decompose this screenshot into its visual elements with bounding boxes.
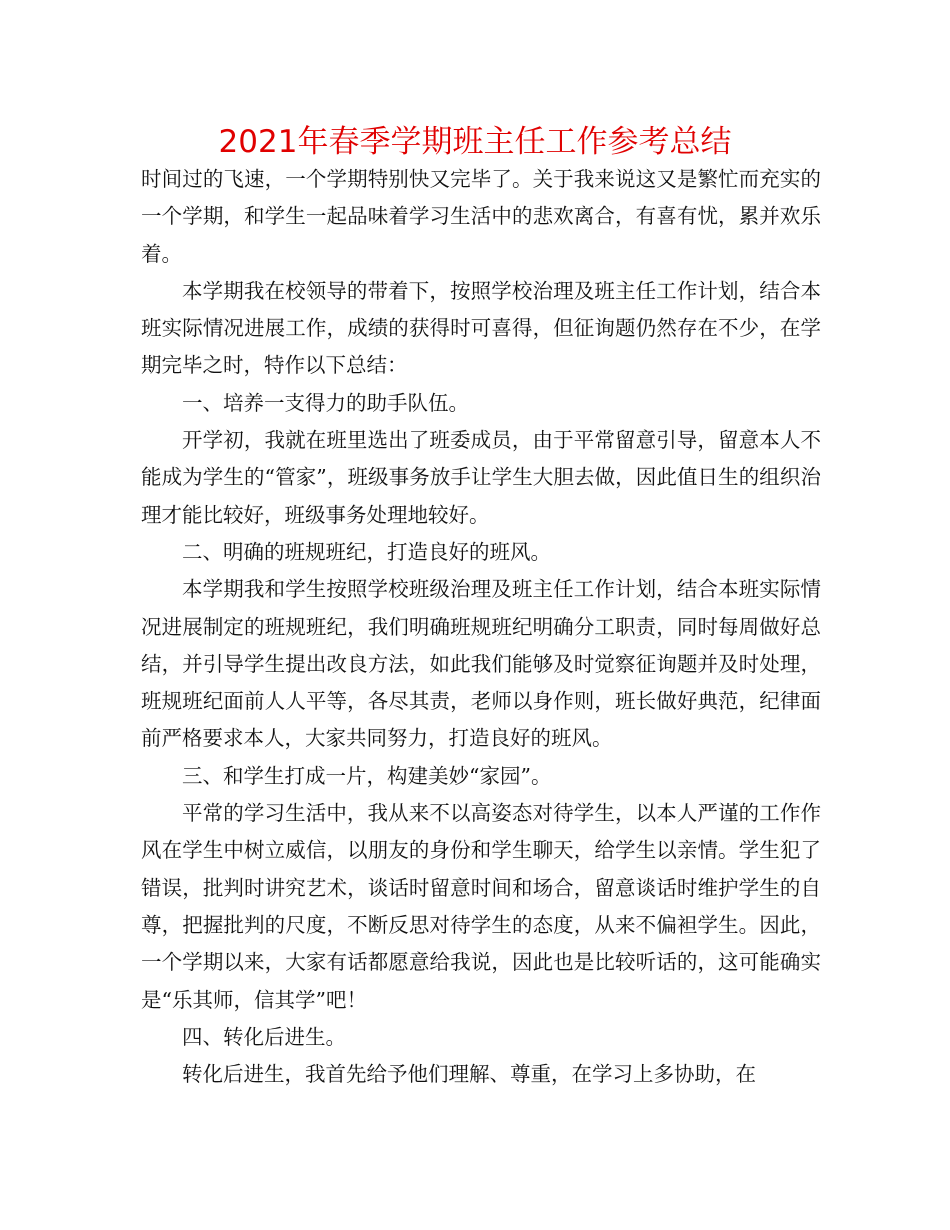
document-body: [141, 161, 821, 1093]
section-heading-4: 四、转化后进生。: [182, 1024, 346, 1049]
paragraph-intro: 时间过的飞速，一个学期特别快又完毕了。关于我来说这又是繁忙而充实的一个学期，和学生一起品味着学习生活中的悲欢离合，有喜有忧，累并欢乐着。: [141, 167, 821, 266]
section-heading-1: 一、培养一支得力的助手队伍。: [182, 390, 469, 415]
paragraph-overview: 本学期我在校领导的带着下，按照学校治理及班主任工作计划，结合本班实际情况进展工作，成绩的获得时可喜得，但征询题仍然存在不少，在学期完毕之时，特作以下总结：: [141, 278, 821, 378]
document-title: 2021年春季学期班主任工作参考总结: [218, 124, 732, 160]
section-heading-2: 二、明确的班规班纪，打造良好的班风。: [182, 539, 551, 564]
section-heading-3: 三、和学生打成一片，构建美妙“家园”。: [182, 763, 552, 788]
paragraph-section-4: 转化后进生，我首先给予他们理解、尊重，在学习上多协助，在: [182, 1062, 756, 1087]
paragraph-section-3: 平常的学习生活中，我从来不以高姿态对待学生，以本人严谨的工作作风在学生中树立威信，以朋友的身份和学生聊天，给学生以亲情。学生犯了错误，批判时讲究艺术，谈话时留意时间和场合，留意谈话时维护学生的自尊，把握批判的尺度，不断反思对待学生的态度，从来不偏袒学生。因此，一个学期以来，大家有话都愿意给我说，因此也是比较听话的，这可能确实是“乐其师，信其学”吧！: [141, 801, 821, 1012]
paragraph-section-2: 本学期我和学生按照学校班级治理及班主任工作计划，结合本班实际情况进展制定的班规班纪，我们明确班规班纪明确分工职责，同时每周做好总结，并引导学生提出改良方法，如此我们能够及时觉察征询题并及时处理，班规班纪面前人人平等，各尽其责，老师以身作则，班长做好典范，纪律面前严格要求本人，大家共同努力，打造良好的班风。: [141, 577, 821, 751]
paragraph-section-1: 开学初，我就在班里选出了班委成员，由于平常留意引导，留意本人不能成为学生的“管家”，班级事务放手让学生大胆去做，因此值日生的组织治理才能比较好，班级事务处理地较好。: [141, 428, 821, 527]
